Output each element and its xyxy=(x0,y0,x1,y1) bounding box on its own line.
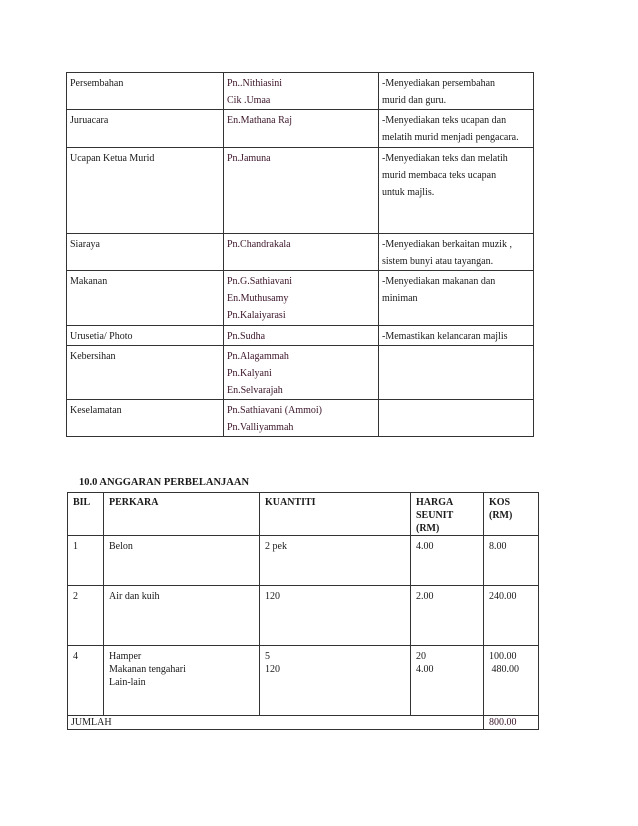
duty-persons-line: Pn.Chandrakala xyxy=(227,239,291,250)
duty-role: Ucapan Ketua Murid xyxy=(67,148,224,234)
table-row xyxy=(67,110,534,148)
budget-perkara xyxy=(104,536,260,586)
duty-tasks-line: -Menyediakan persembahan xyxy=(382,78,496,89)
budget-kos-line: 100.00 xyxy=(489,651,517,662)
duty-tasks xyxy=(379,326,534,346)
duty-tasks-line: -Menyediakan makanan dan xyxy=(382,276,496,287)
table-row xyxy=(67,346,534,400)
budget-kos-line: 480.00 xyxy=(489,664,519,675)
duty-role: Juruacara xyxy=(67,110,224,148)
budget-kuantiti xyxy=(260,536,411,586)
budget-total-row xyxy=(68,716,539,730)
duty-tasks xyxy=(379,234,534,271)
table-row xyxy=(68,646,539,716)
header-line: (RM) xyxy=(489,510,513,521)
duty-tasks xyxy=(379,73,534,110)
budget-bil: 1 xyxy=(68,536,104,586)
duty-persons-line: Pn.Alagammah xyxy=(227,351,289,362)
duty-tasks-line: -Menyediakan teks dan melatih xyxy=(382,153,508,164)
budget-harga xyxy=(411,586,484,646)
budget-harga-line: 4.00 xyxy=(416,664,434,675)
duty-persons-line: En.Mathana Raj xyxy=(227,115,292,126)
header-line: SEUNIT xyxy=(416,510,454,521)
table-row xyxy=(68,536,539,586)
duty-persons xyxy=(224,110,379,148)
budget-kuantiti-line: 120 xyxy=(265,591,280,602)
budget-bil: 4 xyxy=(68,646,104,716)
duty-persons-line: En.Muthusamy xyxy=(227,293,289,304)
budget-perkara-line: Air dan kuih xyxy=(109,591,160,602)
duty-persons-line: Pn.Jamuna xyxy=(227,153,271,164)
budget-perkara-line: Makanan tengahari xyxy=(109,664,186,675)
budget-harga xyxy=(411,646,484,716)
duty-tasks-line: sistem bunyi atau tayangan. xyxy=(382,256,494,267)
duty-tasks xyxy=(379,110,534,148)
duty-persons xyxy=(224,400,379,437)
table-row xyxy=(67,400,534,437)
duty-persons-line: Pn.Sathiavani (Ammoi) xyxy=(227,405,322,416)
duty-persons-line: Pn.Kalaiyarasi xyxy=(227,310,286,321)
table-row xyxy=(67,73,534,110)
budget-kuantiti xyxy=(260,586,411,646)
table-row xyxy=(67,326,534,346)
duty-tasks xyxy=(379,271,534,326)
budget-harga-line: 2.00 xyxy=(416,591,434,602)
table-row xyxy=(68,586,539,646)
budget-harga-line: 20 xyxy=(416,651,426,662)
budget-kos xyxy=(484,586,539,646)
header-kuantiti: KUANTITI xyxy=(260,493,411,536)
duty-persons xyxy=(224,234,379,271)
budget-kuantiti-line: 2 pek xyxy=(265,541,287,552)
budget-bil: 2 xyxy=(68,586,104,646)
header-perkara: PERKARA xyxy=(104,493,260,536)
duty-persons-line: En.Selvarajah xyxy=(227,385,283,396)
budget-harga xyxy=(411,536,484,586)
duty-tasks-line: melatih murid menjadi pengacara. xyxy=(382,132,519,143)
duty-tasks-line: -Menyediakan berkaitan muzik , xyxy=(382,239,512,250)
header-line: (RM) xyxy=(416,523,440,534)
budget-section-heading: 10.0 ANGGARAN PERBELANJAAN xyxy=(79,477,250,488)
duty-role: Persembahan xyxy=(67,73,224,110)
header-kos xyxy=(484,493,539,536)
duty-persons-line: Pn.Kalyani xyxy=(227,368,272,379)
duty-assignment-table xyxy=(66,72,534,437)
duty-tasks xyxy=(379,148,534,234)
duty-persons-line: Pn.Sudha xyxy=(227,331,266,342)
budget-kuantiti xyxy=(260,646,411,716)
duty-persons xyxy=(224,271,379,326)
table-row xyxy=(67,148,534,234)
budget-perkara-line: Lain-lain xyxy=(109,677,146,688)
duty-tasks-line: murid dan guru. xyxy=(382,95,447,106)
duty-role: Makanan xyxy=(67,271,224,326)
budget-table xyxy=(67,492,539,730)
duty-persons-line: Pn.Valliyammah xyxy=(227,422,294,433)
duty-tasks xyxy=(379,346,534,400)
budget-perkara xyxy=(104,646,260,716)
header-line: HARGA xyxy=(416,497,454,508)
duty-role: Keselamatan xyxy=(67,400,224,437)
budget-kos xyxy=(484,536,539,586)
budget-header-row xyxy=(68,493,539,536)
duty-persons xyxy=(224,148,379,234)
duty-persons-line: Pn..Nithiasini xyxy=(227,78,283,89)
duty-tasks-line: -Memastikan kelancaran majlis xyxy=(382,331,508,342)
duty-persons xyxy=(224,326,379,346)
table-row xyxy=(67,234,534,271)
duty-persons xyxy=(224,73,379,110)
duty-role: Siaraya xyxy=(67,234,224,271)
budget-table-body xyxy=(68,536,539,730)
header-harga-seunit xyxy=(411,493,484,536)
header-line: KOS xyxy=(489,497,511,508)
budget-kos xyxy=(484,646,539,716)
total-label: JUMLAH xyxy=(68,716,484,730)
budget-kos-line: 240.00 xyxy=(489,591,517,602)
budget-perkara-line: Belon xyxy=(109,541,133,552)
budget-perkara-line: Hamper xyxy=(109,651,142,662)
total-value: 800.00 xyxy=(484,716,539,730)
duty-tasks xyxy=(379,400,534,437)
duty-tasks-line: -Menyediakan teks ucapan dan xyxy=(382,115,507,126)
duty-table-body xyxy=(67,73,534,437)
budget-kos-line: 8.00 xyxy=(489,541,507,552)
duty-persons-line: Cik .Umaa xyxy=(227,95,271,106)
duty-tasks-line: murid membaca teks ucapan xyxy=(382,170,497,181)
header-bil: BIL xyxy=(68,493,104,536)
duty-role: Kebersihan xyxy=(67,346,224,400)
budget-harga-line: 4.00 xyxy=(416,541,434,552)
duty-persons-line: Pn.G.Sathiavani xyxy=(227,276,292,287)
duty-persons xyxy=(224,346,379,400)
duty-role: Urusetia/ Photo xyxy=(67,326,224,346)
budget-kuantiti-line: 5 xyxy=(265,651,270,662)
duty-tasks-line: untuk majlis. xyxy=(382,187,435,198)
budget-kuantiti-line: 120 xyxy=(265,664,280,675)
table-row xyxy=(67,271,534,326)
duty-tasks-line: miniman xyxy=(382,293,418,304)
budget-perkara xyxy=(104,586,260,646)
